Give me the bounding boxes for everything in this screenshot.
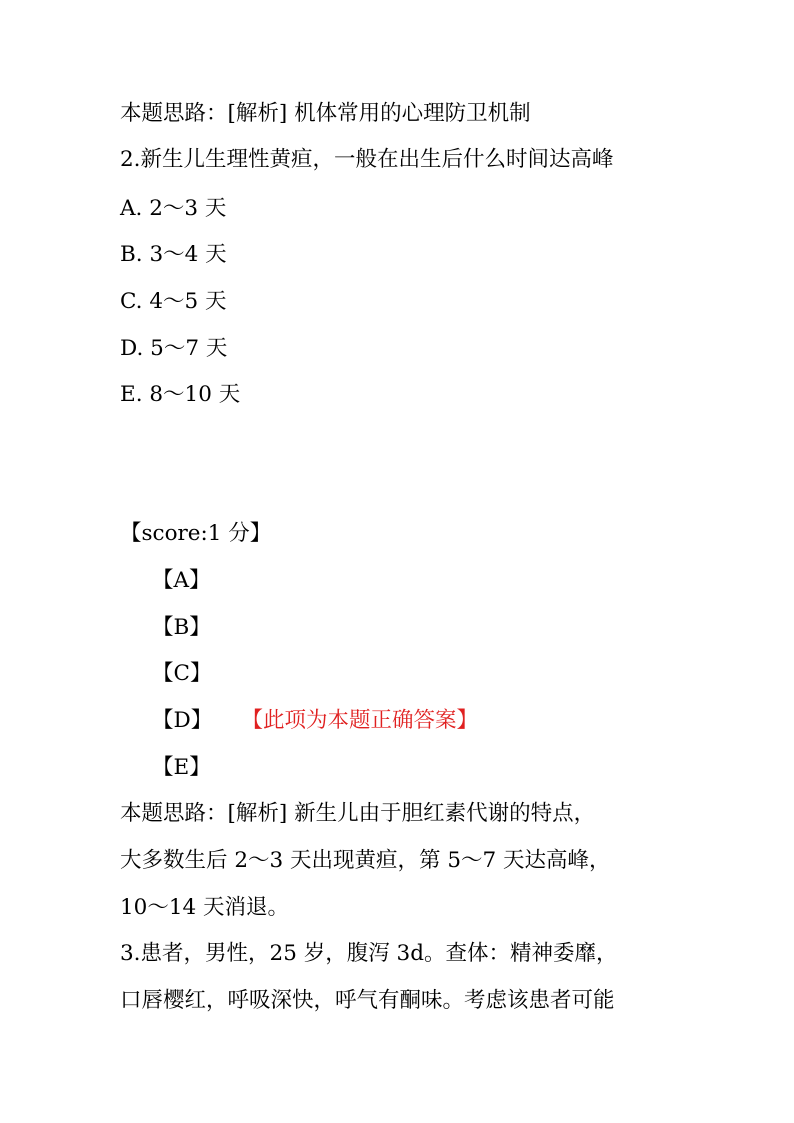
answer-a: 【A】 bbox=[152, 568, 211, 593]
question-2-stem: 2.新生儿生理性黄疸，一般在出生后什么时间达高峰 bbox=[120, 147, 614, 172]
option-e: E. 8～10 天 bbox=[120, 382, 241, 407]
analysis-line-1: 本题思路：[解析] 新生儿由于胆红素代谢的特点， bbox=[120, 801, 596, 826]
previous-analysis: 本题思路：[解析] 机体常用的心理防卫机制 bbox=[120, 101, 531, 126]
analysis-line-2: 大多数生后 2～3 天出现黄疸，第 5～7 天达高峰， bbox=[120, 848, 611, 873]
score-label: 【score:1 分】 bbox=[120, 521, 272, 546]
correct-answer-marker: 【此项为本题正确答案】 bbox=[252, 708, 479, 733]
analysis-line-3: 10～14 天消退。 bbox=[120, 895, 290, 920]
question-3-line-1: 3.患者，男性，25 岁，腹泻 3d。查体：精神委靡， bbox=[120, 941, 618, 966]
answer-d-row bbox=[152, 708, 478, 734]
option-b: B. 3～4 天 bbox=[120, 242, 227, 267]
answer-d: 【D】 bbox=[152, 708, 213, 733]
answer-c: 【C】 bbox=[152, 661, 212, 686]
option-a: A. 2～3 天 bbox=[120, 196, 227, 221]
answer-e: 【E】 bbox=[152, 755, 211, 780]
option-d: D. 5～7 天 bbox=[120, 336, 228, 361]
question-3-line-2: 口唇樱红，呼吸深快，呼气有酮味。考虑该患者可能 bbox=[120, 988, 615, 1013]
option-c: C. 4～5 天 bbox=[120, 289, 227, 314]
answer-b: 【B】 bbox=[152, 615, 211, 640]
